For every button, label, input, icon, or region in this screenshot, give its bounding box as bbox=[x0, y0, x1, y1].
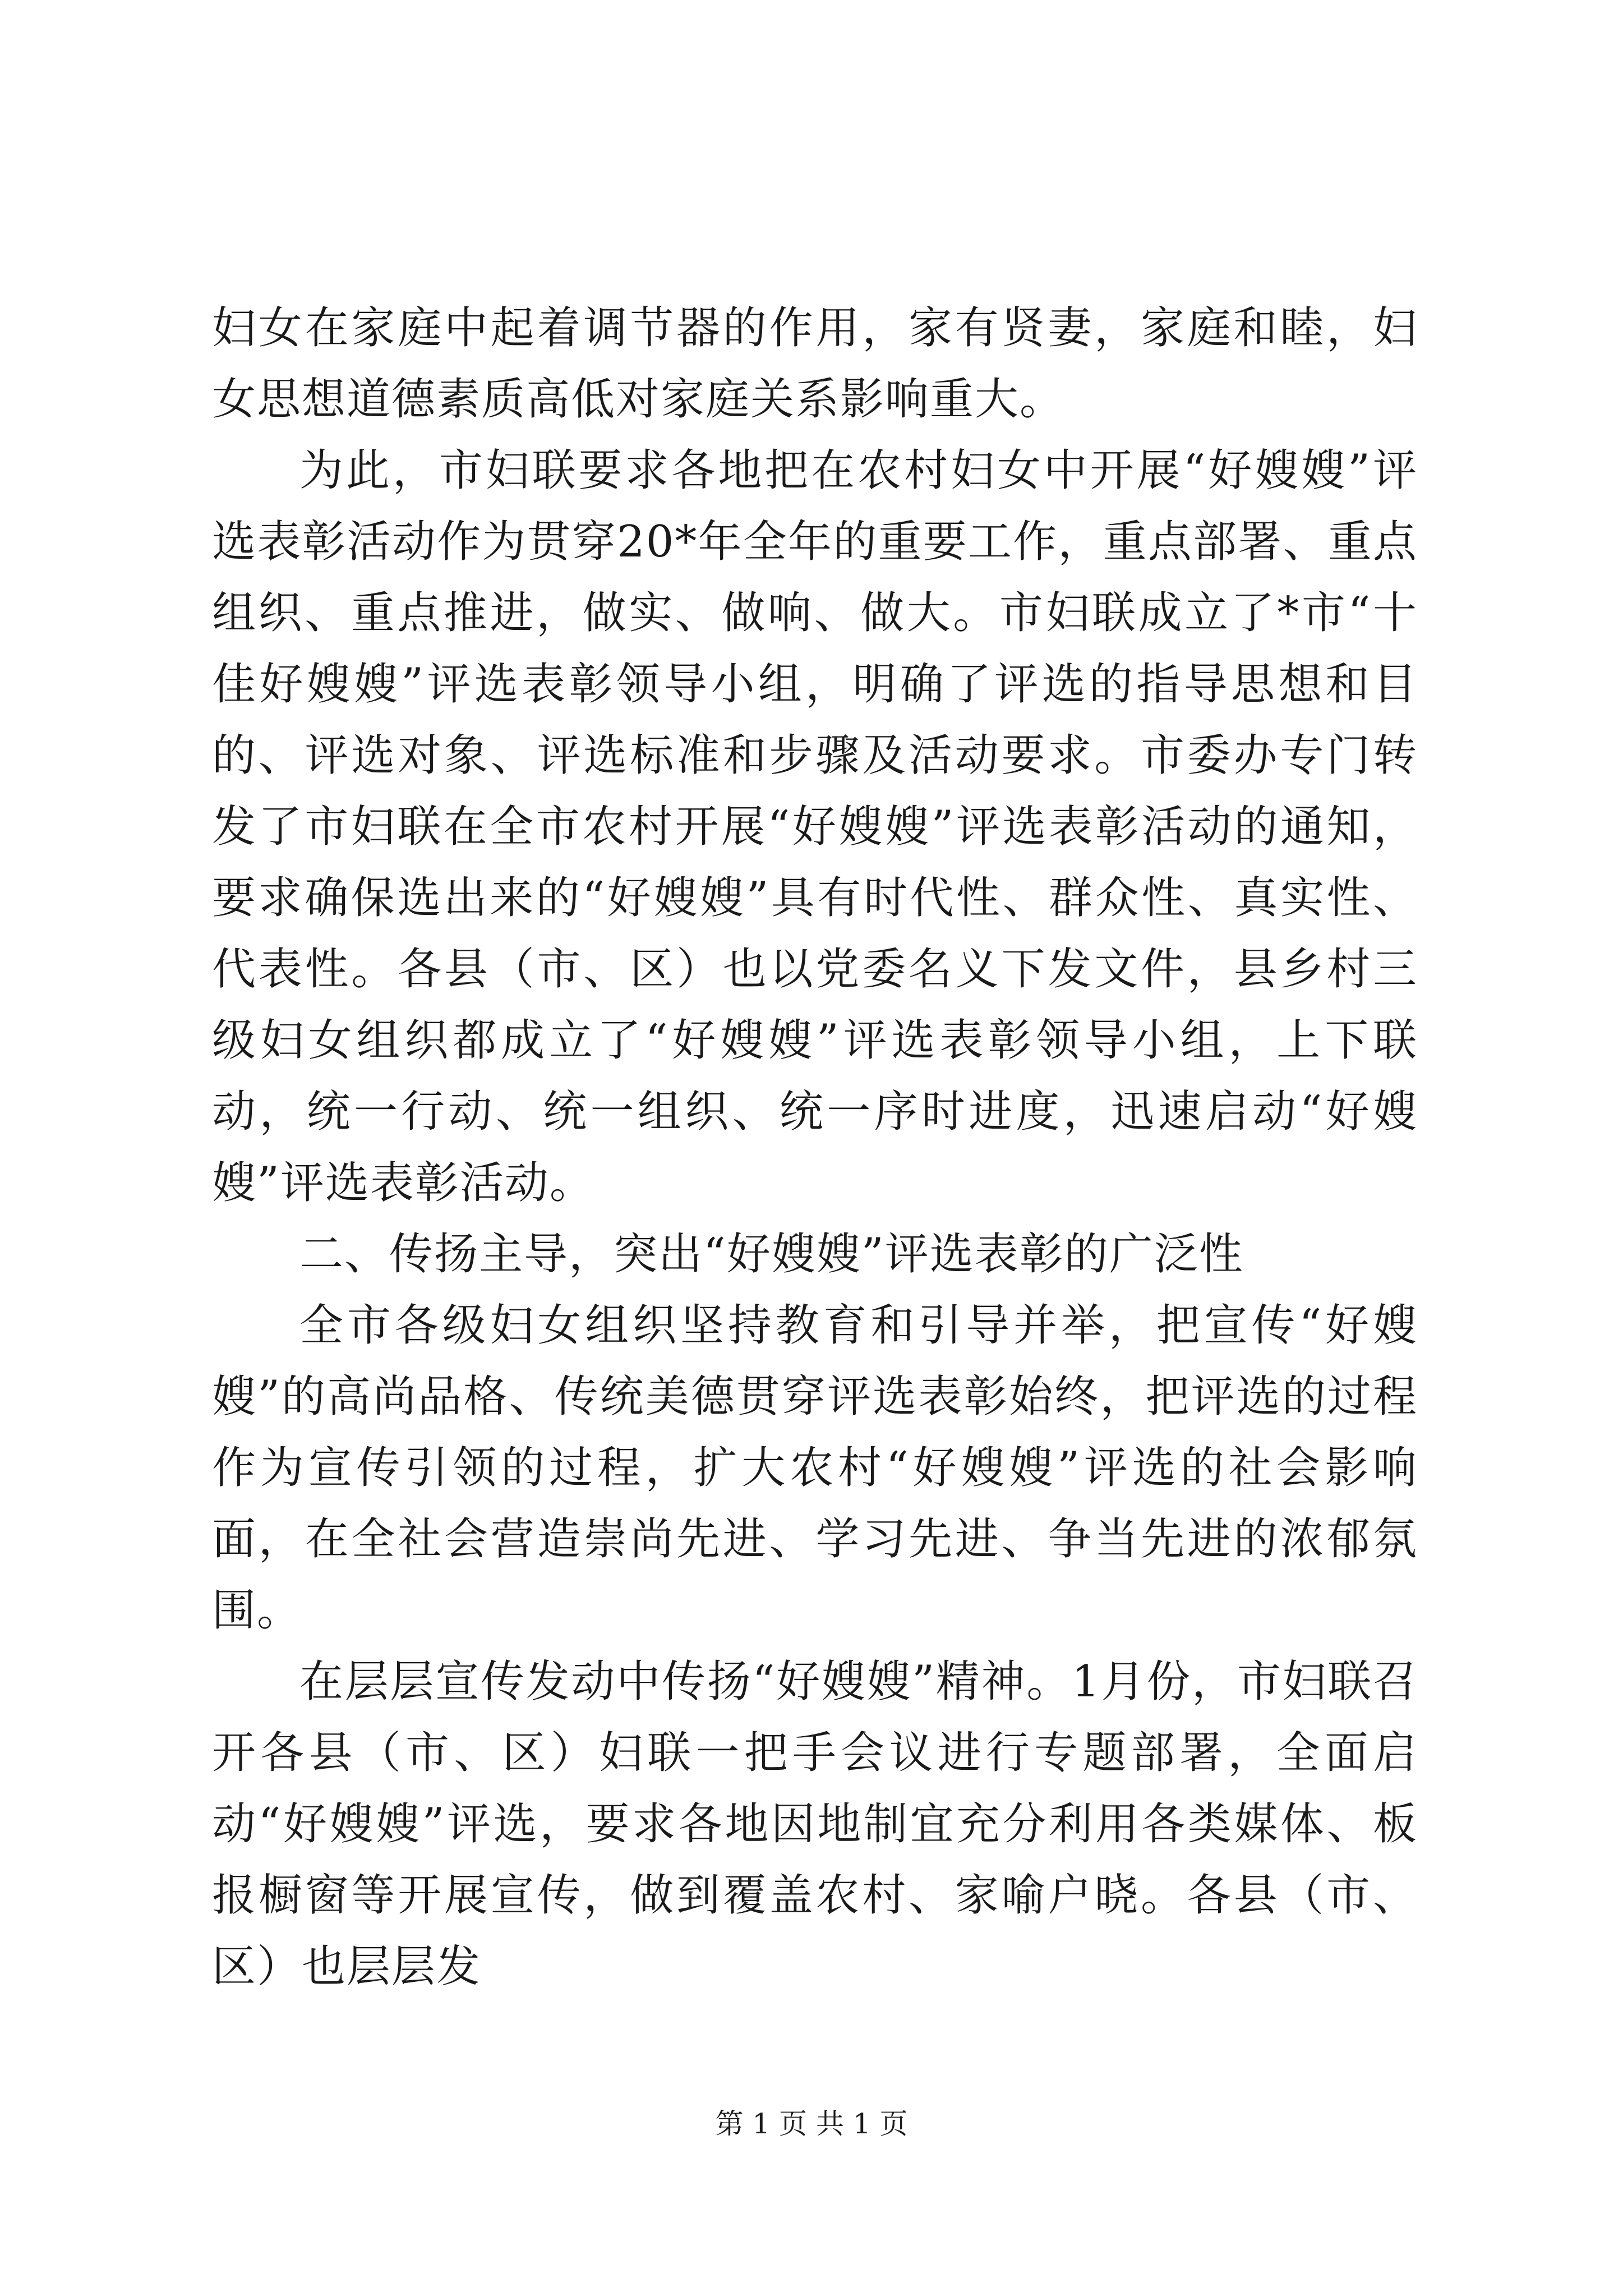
page-footer: 第 1 页 共 1 页 bbox=[715, 2108, 908, 2140]
paragraph-arrangement: 为此，市妇联要求各地把在农村妇女中开展“好嫂嫂”评选表彰活动作为贯穿20*年全年的重要工作，重点部署、重点组织、重点推进，做实、做响、做大。市妇联成立了*市“十佳好嫂嫂”评选表彰领导小组，明确了评选的指导思想和目的、评选对象、评选标准和步骤及活动要求。市委办专门转发了市妇联在全市农村开展“好嫂嫂”评选表彰活动的通知，要求确保选出来的“好嫂嫂”具有时代性、群众性、真实性、代表性。各县（市、区）也以党委名义下发文件，县乡村三级妇女组织都成立了“好嫂嫂”评选表彰领导小组，上下联动，统一行动、统一组织、统一序时进度，迅速启动“好嫂嫂”评选表彰活动。 bbox=[212, 445, 1418, 1208]
paragraph-intro: 妇女在家庭中起着调节器的作用，家有贤妻，家庭和睦，妇女思想道德素质高低对家庭关系影响重大。 bbox=[212, 303, 1418, 425]
paragraph-section-2-summary: 全市各级妇女组织坚持教育和引导并举，把宣传“好嫂嫂”的高尚品格、传统美德贯穿评选表彰始终，把评选的过程作为宣传引领的过程，扩大农村“好嫂嫂”评选的社会影响面，在全社会营造崇尚先进、学习先进、争当先进的浓郁氛围。 bbox=[212, 1300, 1418, 1636]
section-heading-2: 二、传扬主导，突出“好嫂嫂”评选表彰的广泛性 bbox=[299, 1229, 1244, 1280]
document-body bbox=[212, 293, 1418, 2003]
paragraph-publicity: 在层层宣传发动中传扬“好嫂嫂”精神。1月份，市妇联召开各县（市、区）妇联一把手会议进行专题部署，全面启动“好嫂嫂”评选，要求各地因地制宜充分利用各类媒体、板报橱窗等开展宣传，做到覆盖农村、家喻户晓。各县（市、区）也层层发 bbox=[212, 1657, 1418, 1992]
